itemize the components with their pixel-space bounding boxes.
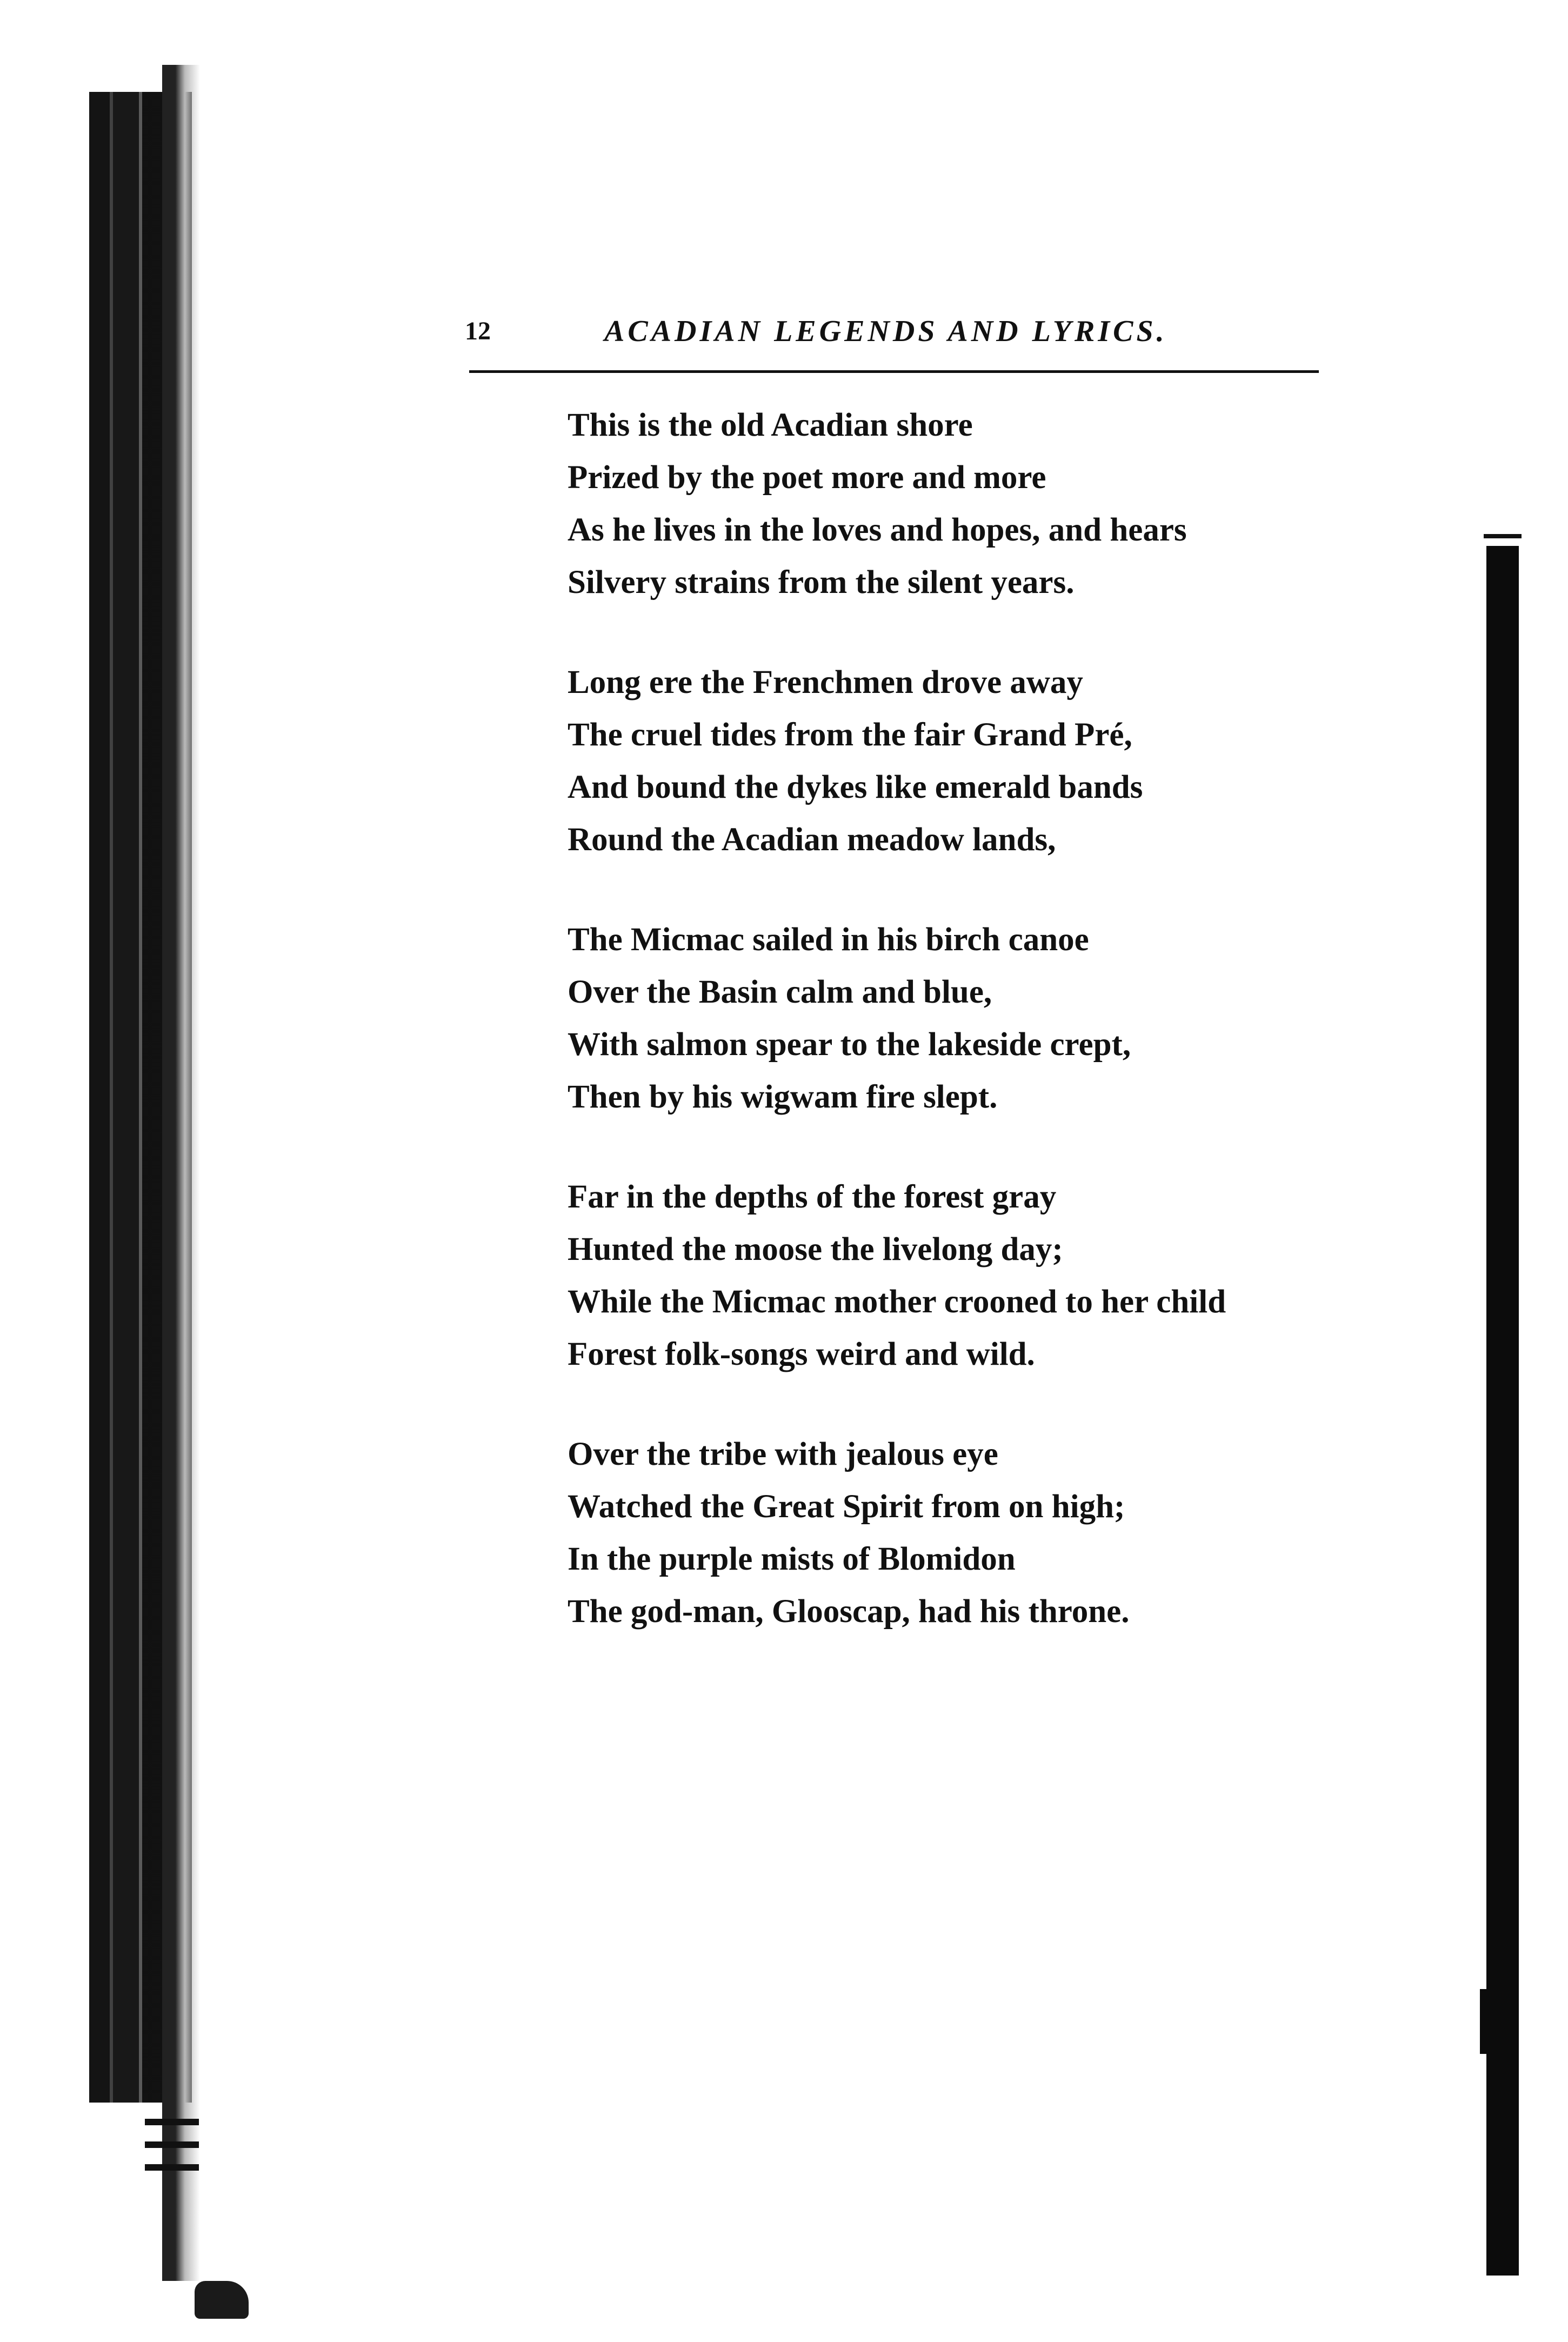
poem-line: Long ere the Frenchmen drove away [568, 664, 1083, 700]
scan-right-notch [1480, 1989, 1491, 2054]
poem-line: Prized by the poet more and more [568, 459, 1046, 496]
stanza-5 [568, 1428, 1486, 1638]
poem-line: Silvery strains from the silent years. [568, 564, 1075, 600]
poem-line: While the Micmac mother crooned to her child [568, 1284, 1226, 1320]
scan-edge-tick [1484, 534, 1522, 538]
scan-binding-edge [162, 65, 200, 2281]
poem-line: Hunted the moose the livelong day; [568, 1231, 1063, 1267]
scan-binding-foot [195, 2281, 249, 2319]
stanza-3 [568, 913, 1486, 1123]
poem-line: Over the tribe with jealous eye [568, 1436, 998, 1472]
running-title: ACADIAN LEGENDS AND LYRICS. [604, 315, 1167, 348]
poem-line: Forest folk-songs weird and wild. [568, 1336, 1035, 1372]
poem-line: As he lives in the loves and hopes, and hears [568, 512, 1187, 548]
stanza-2 [568, 656, 1486, 866]
scan-right-edge [1486, 546, 1519, 2276]
running-header [465, 315, 1330, 358]
stanza-1 [568, 399, 1486, 609]
poem-line: The Micmac sailed in his birch canoe [568, 922, 1089, 958]
page-number: 12 [465, 317, 491, 345]
poem-line: This is the old Acadian shore [568, 407, 973, 443]
poem-line: Far in the depths of the forest gray [568, 1179, 1057, 1215]
scan-binding-marks [145, 2119, 199, 2194]
poem-line: Then by his wigwam fire slept. [568, 1079, 998, 1115]
poem-line: The cruel tides from the fair Grand Pré, [568, 717, 1132, 753]
poem [568, 399, 1486, 1685]
stanza-4 [568, 1171, 1486, 1380]
poem-line: Over the Basin calm and blue, [568, 974, 992, 1010]
poem-line: Round the Acadian meadow lands, [568, 822, 1056, 858]
poem-line: Watched the Great Spirit from on high; [568, 1489, 1125, 1525]
poem-line: The god-man, Glooscap, had his throne. [568, 1593, 1130, 1630]
poem-line: With salmon spear to the lakeside crept, [568, 1026, 1131, 1063]
poem-line: In the purple mists of Blomidon [568, 1541, 1016, 1577]
poem-line: And bound the dykes like emerald bands [568, 769, 1143, 805]
header-rule [469, 370, 1319, 373]
